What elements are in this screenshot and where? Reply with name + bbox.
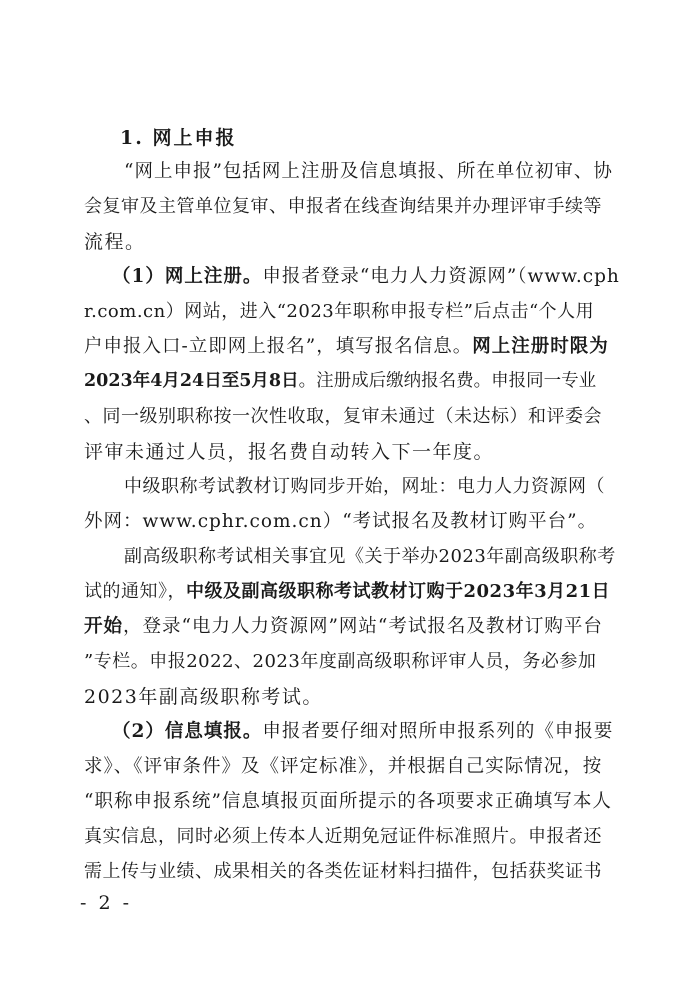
subsection-title: （1）网上注册。 — [112, 266, 263, 287]
paragraph-line: “职称申报系统”信息填报页面所提示的各项要求正确填写本人 — [84, 791, 612, 812]
paragraph-line: 流程。 — [84, 231, 146, 253]
paragraph-line: （2）信息填报。申报者要仔细对照所申报系列的《申报要 — [112, 721, 614, 742]
paragraph-line: “网上申报”包括网上注册及信息填报、所在单位初审、协 — [124, 161, 613, 182]
paragraph-line: 需上传与业绩、成果相关的各类佐证材料扫描件，包括获奖证书 — [84, 861, 602, 882]
paragraph-line: r.com.cn）网站，进入“2023年职称申报专栏”后点击“个人用 — [84, 301, 595, 322]
paragraph-line: 中级职称考试教材订购同步开始，网址：电力人力资源网（ — [124, 476, 605, 497]
paragraph-line: 、同一级别职称按一次性收取，复审未通过（未达标）和评委会 — [84, 406, 602, 427]
paragraph-line: 户申报入口-立即网上报名”，填写报名信息。网上注册时限为 — [84, 336, 609, 357]
paragraph-line: 2023年副高级职称考试。 — [84, 686, 323, 708]
paragraph-line: 试的通知》，中级及副高级职称考试教材订购于2023年3月21日 — [84, 581, 611, 602]
paragraph-line: 外网：www.cphr.com.cn）“考试报名及教材订购平台”。 — [84, 511, 598, 532]
paragraph-line: 开始，登录“电力人力资源网”网站“考试报名及教材订购平台 — [84, 616, 603, 637]
subsection-title: （2）信息填报。 — [112, 721, 263, 742]
paragraph-line: 副高级职称考试相关事宜见《关于举办2023年副高级职称考 — [124, 546, 616, 567]
paragraph-line: 真实信息，同时必须上传本人近期免冠证件标准照片。申报者还 — [84, 826, 602, 847]
paragraph-line: （1）网上注册。申报者登录“电力人力资源网”（www.cph — [112, 266, 620, 287]
paragraph-line: 求》、《评审条件》及《评定标准》，并根据自己实际情况，按 — [84, 756, 603, 777]
paragraph-line: 会复审及主管单位复审、申报者在线查询结果并办理评审手续等 — [84, 196, 602, 217]
paragraph-line: 评审未通过人员，报名费自动转入下一年度。 — [84, 441, 495, 463]
section-heading: 1. 网上申报 — [120, 127, 237, 149]
page-number: - 2 - — [80, 892, 133, 914]
paragraph-line: ”专栏。申报2022、2023年度副高级职称评审人员，务必参加 — [84, 651, 597, 672]
paragraph-line: 2023年4月24日至5月8日。注册成后缴纳报名费。申报同一专业 — [84, 371, 597, 391]
registration-deadline: 2023年4月24日至5月8日 — [84, 371, 299, 391]
